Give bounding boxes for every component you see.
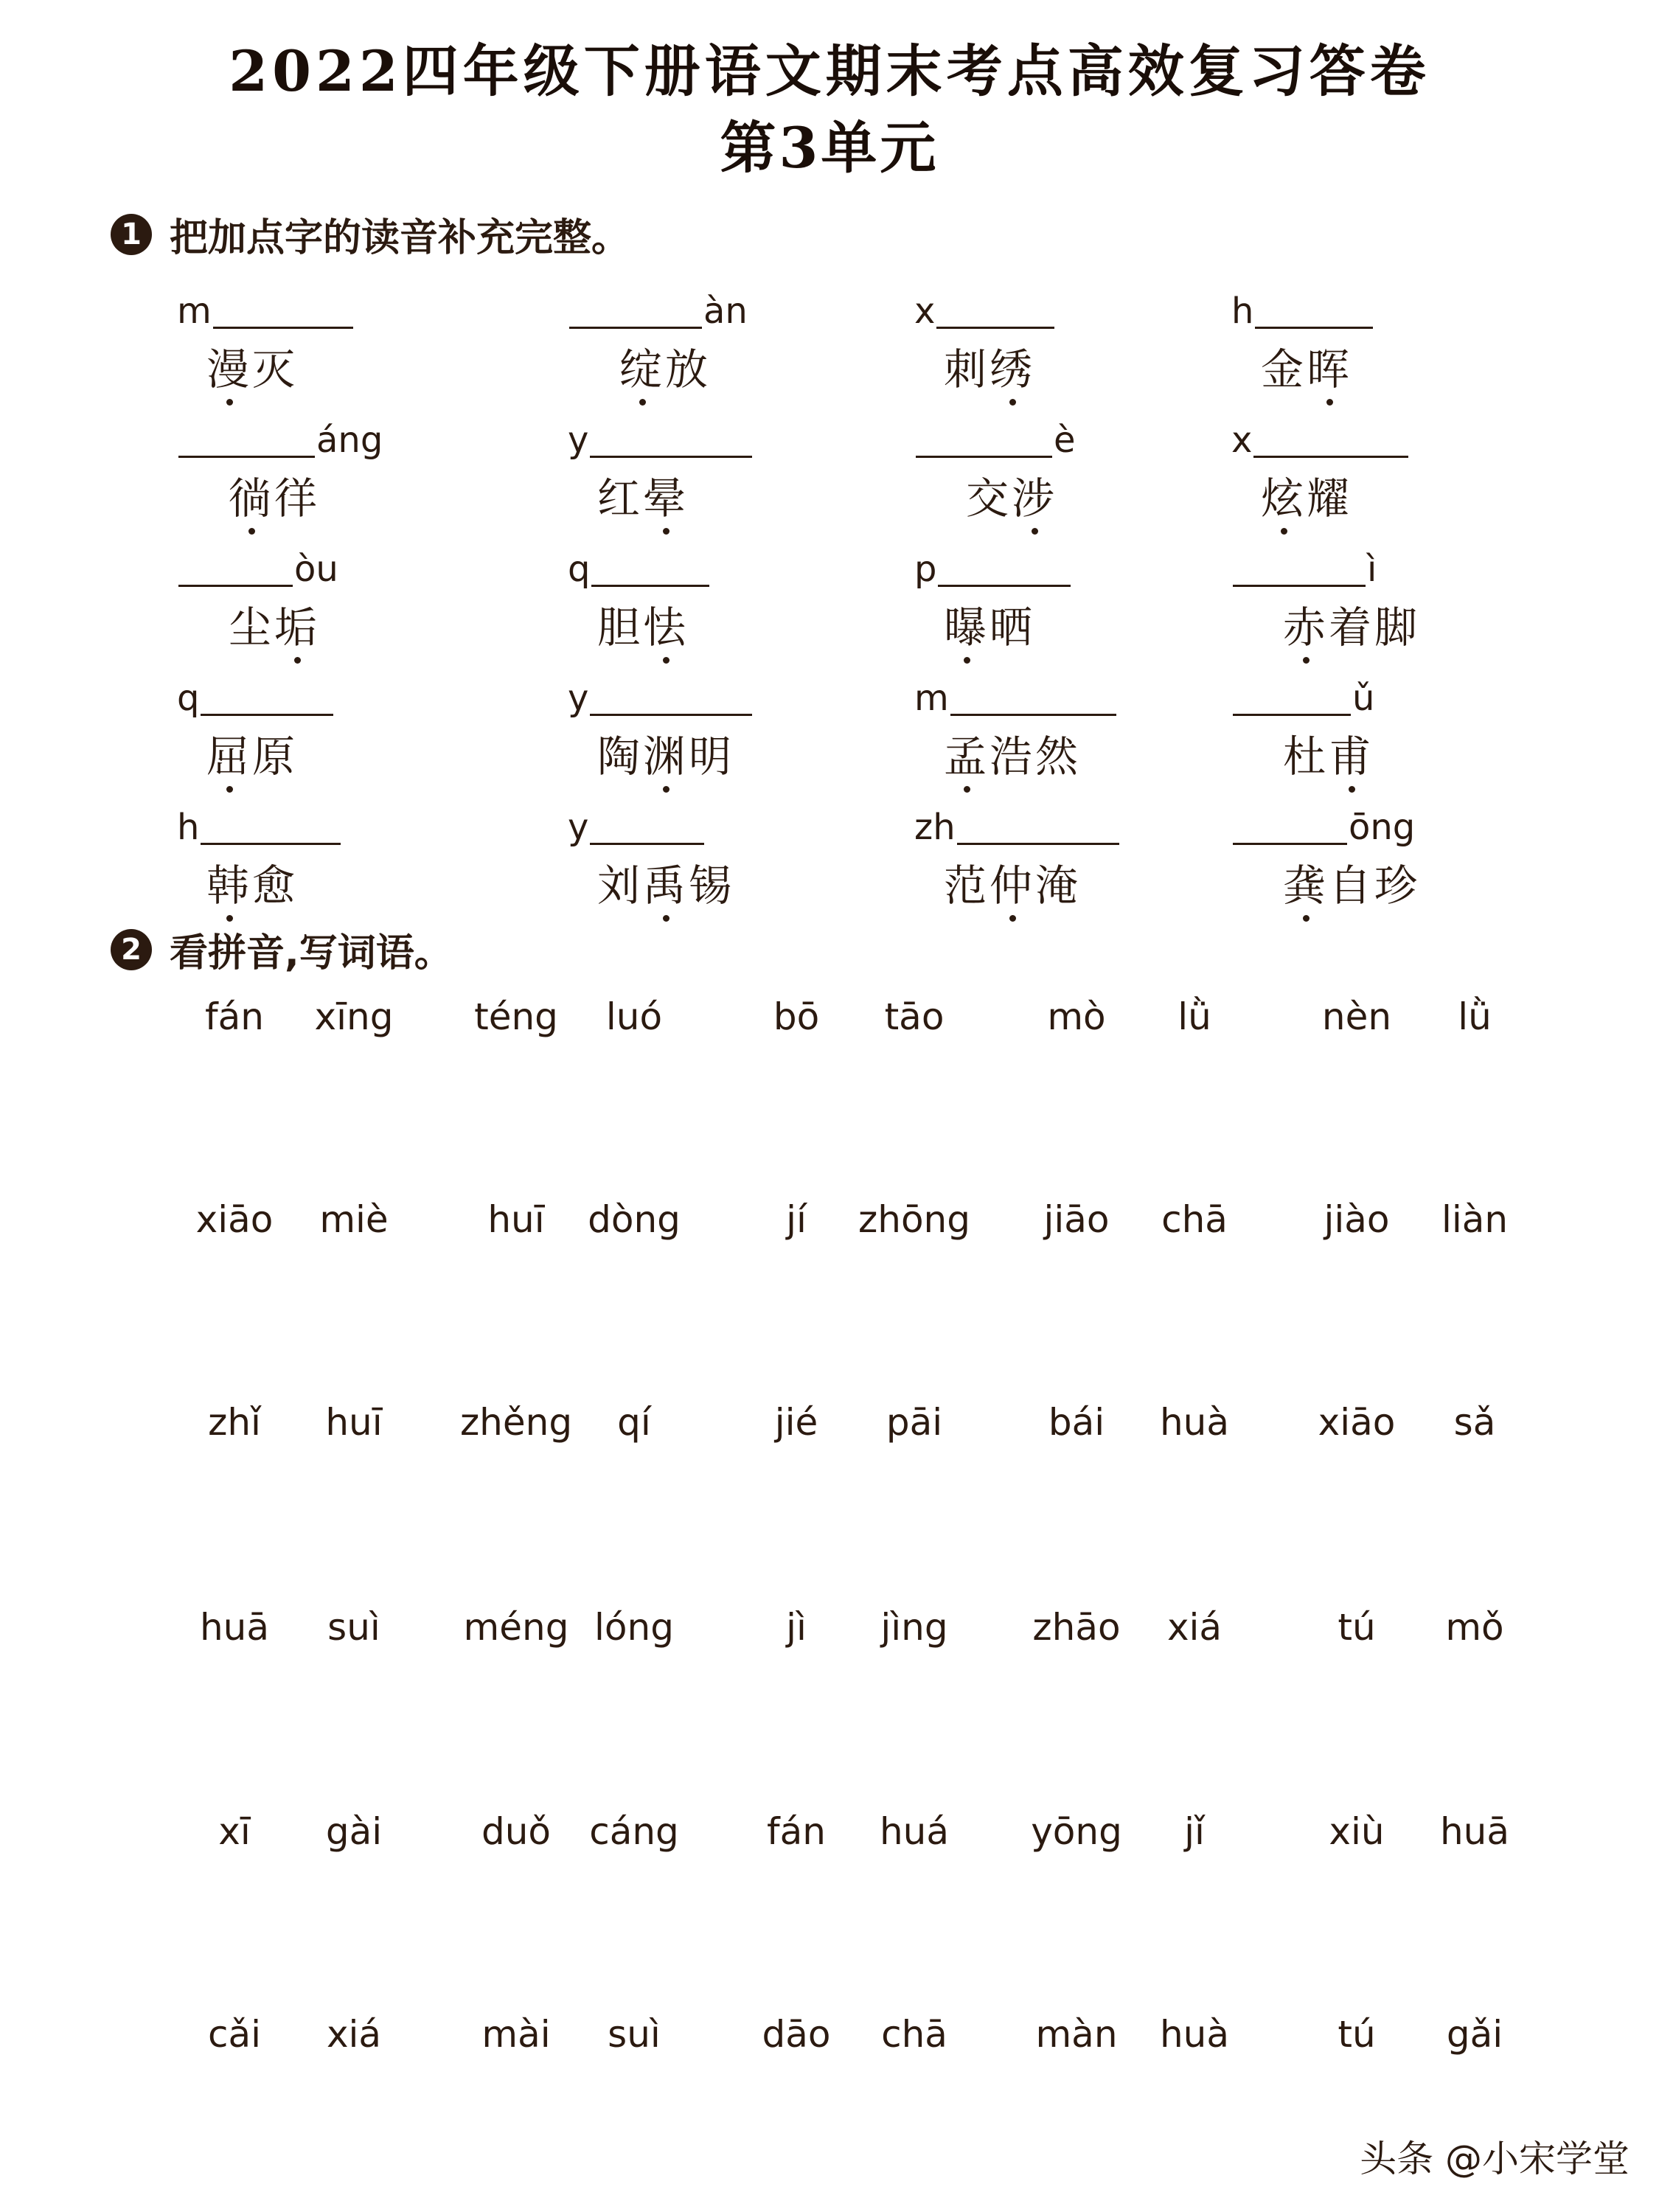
pinyin-prefix: x	[1231, 420, 1253, 461]
word	[1231, 851, 1420, 913]
pinyin-suffix: òu	[294, 549, 338, 590]
word	[914, 722, 1118, 784]
pinyin-prefix: h	[1231, 291, 1254, 332]
word	[568, 593, 711, 655]
dotted-character: 涉	[1012, 464, 1057, 526]
fill-pinyin-item	[177, 538, 338, 664]
character: 交	[966, 473, 1012, 524]
fill-pinyin-item	[1231, 667, 1374, 793]
pinyin-row	[0, 1198, 1659, 1257]
pinyin-suffix: ǔ	[1352, 678, 1375, 719]
character: 金	[1261, 344, 1307, 394]
pinyin-syllable: fán	[767, 1810, 826, 1853]
pinyin-syllable: lóng	[594, 1606, 674, 1649]
pinyin-line	[568, 538, 711, 590]
fill-pinyin-item	[1231, 538, 1420, 664]
pinyin-syllable: chā	[881, 2013, 947, 2056]
pinyin-syllable: jié	[774, 1401, 818, 1444]
pinyin-syllable: huā	[1439, 1810, 1510, 1853]
dotted-character: 怯	[643, 593, 689, 655]
fill-pinyin-item	[568, 796, 734, 922]
answer-blank[interactable]	[591, 555, 709, 587]
fill-pinyin-item	[177, 280, 355, 406]
character: 范	[944, 860, 990, 911]
pinyin-line	[568, 409, 754, 461]
dotted-character: 渊	[643, 722, 689, 784]
pinyin-syllable: tāo	[884, 995, 945, 1038]
pinyin-row	[0, 1810, 1659, 1869]
pinyin-syllable: jìng	[880, 1606, 948, 1649]
pinyin-line	[1231, 409, 1410, 461]
section2-heading-text: 看拼音,写词语。	[170, 931, 453, 975]
answer-blank[interactable]	[957, 813, 1119, 845]
pinyin-syllable: duǒ	[481, 1810, 552, 1853]
character: 徉	[274, 473, 321, 524]
pinyin-syllable: bái	[1048, 1401, 1105, 1444]
fill-pinyin-item	[1231, 796, 1420, 922]
character: 脚	[1374, 602, 1421, 653]
pinyin-syllable: mǒ	[1445, 1606, 1504, 1649]
fill-pinyin-item	[177, 409, 383, 535]
word	[914, 593, 1072, 655]
pinyin-row	[0, 2013, 1659, 2072]
pinyin-suffix: è	[1054, 420, 1076, 461]
answer-blank[interactable]	[201, 813, 341, 845]
word	[177, 593, 338, 655]
dotted-character: 屈	[206, 722, 252, 784]
character: 明	[689, 731, 735, 782]
pinyin-syllable: dòng	[588, 1198, 681, 1241]
section1-heading	[111, 206, 630, 262]
fill-pinyin-item	[1231, 280, 1374, 406]
pinyin-syllable: tú	[1338, 2013, 1376, 2056]
answer-blank[interactable]	[201, 684, 333, 716]
fill-pinyin-item	[914, 667, 1118, 793]
pinyin-syllable: méng	[463, 1606, 569, 1649]
pinyin-prefix: y	[568, 678, 589, 719]
pinyin-line	[1231, 667, 1374, 719]
pinyin-line	[914, 796, 1121, 848]
pinyin-syllable: huà	[1159, 1401, 1230, 1444]
pinyin-suffix: àn	[703, 291, 748, 332]
word	[177, 722, 335, 784]
pinyin-syllable: huī	[325, 1401, 383, 1444]
pinyin-prefix: q	[177, 678, 200, 719]
pinyin-syllable: yōng	[1031, 1810, 1122, 1853]
fill-pinyin-item	[177, 667, 335, 793]
pinyin-syllable: xiāo	[195, 1198, 274, 1241]
page-title: 2022四年级下册语文期末考点高效复习答卷	[229, 38, 1430, 104]
dotted-character: 龚	[1283, 851, 1329, 913]
character: 然	[1035, 731, 1082, 782]
word	[177, 851, 342, 913]
pinyin-line	[914, 280, 1056, 332]
word	[177, 335, 355, 397]
answer-blank[interactable]	[938, 555, 1071, 587]
character: 原	[252, 731, 299, 782]
pinyin-line	[177, 667, 335, 719]
character: 晒	[990, 602, 1036, 653]
pinyin-line	[1231, 280, 1374, 332]
character: 自	[1329, 860, 1375, 911]
pinyin-syllable: zhōng	[858, 1198, 970, 1241]
word	[1231, 335, 1374, 397]
fill-pinyin-item	[914, 796, 1121, 922]
watermark: 头条 @小宋学堂	[1360, 2138, 1630, 2180]
fill-pinyin-item	[914, 409, 1076, 535]
answer-blank[interactable]	[1255, 297, 1373, 329]
pinyin-syllable: mò	[1047, 995, 1106, 1038]
pinyin-syllable: luó	[605, 995, 663, 1038]
pinyin-row	[0, 1401, 1659, 1460]
fill-pinyin-item	[914, 280, 1056, 406]
pinyin-syllable: huī	[487, 1198, 545, 1241]
pinyin-syllable: cǎi	[207, 2013, 262, 2056]
pinyin-syllable: bō	[773, 995, 820, 1038]
pinyin-line	[914, 409, 1076, 461]
pinyin-syllable: cáng	[589, 1810, 679, 1853]
pinyin-syllable: jǐ	[1184, 1810, 1205, 1853]
pinyin-syllable: xī	[218, 1810, 251, 1853]
character: 浩	[990, 731, 1036, 782]
answer-blank[interactable]	[950, 684, 1116, 716]
pinyin-syllable: jí	[786, 1198, 807, 1241]
pinyin-syllable: màn	[1035, 2013, 1118, 2056]
character: 灭	[252, 344, 299, 394]
answer-blank[interactable]	[590, 813, 704, 845]
character: 红	[597, 473, 644, 524]
pinyin-line	[177, 280, 355, 332]
pinyin-prefix: h	[177, 807, 200, 848]
word	[568, 722, 754, 784]
character: 耀	[1307, 473, 1353, 524]
answer-blank[interactable]	[1253, 426, 1408, 458]
dotted-character: 韩	[206, 851, 252, 913]
pinyin-prefix: q	[568, 549, 591, 590]
dotted-character: 绽	[619, 335, 665, 397]
fill-pinyin-item	[568, 538, 711, 664]
pinyin-syllable: xiù	[1329, 1810, 1385, 1853]
character: 珍	[1374, 860, 1421, 911]
pinyin-syllable: suì	[327, 1606, 380, 1649]
answer-blank[interactable]	[1233, 684, 1351, 716]
pinyin-syllable: lǜ	[1178, 995, 1211, 1038]
pinyin-line	[1231, 796, 1420, 848]
character: 锡	[689, 860, 735, 911]
pinyin-syllable: zhěng	[459, 1401, 573, 1444]
word	[568, 851, 734, 913]
pinyin-syllable: qí	[617, 1401, 651, 1444]
pinyin-prefix: m	[177, 291, 212, 332]
pinyin-prefix: y	[568, 807, 589, 848]
dotted-character: 徜	[229, 464, 274, 526]
character: 杜	[1283, 731, 1329, 782]
pinyin-syllable: huā	[199, 1606, 270, 1649]
word	[914, 464, 1076, 526]
page-subtitle: 第3单元	[720, 115, 939, 181]
answer-blank[interactable]	[178, 555, 293, 587]
pinyin-syllable: suì	[608, 2013, 661, 2056]
pinyin-suffix: ì	[1367, 549, 1377, 590]
pinyin-syllable: pāi	[886, 1401, 943, 1444]
pinyin-syllable: gài	[325, 1810, 383, 1853]
answer-blank[interactable]	[178, 426, 315, 458]
pinyin-syllable: zhǐ	[208, 1401, 261, 1444]
character: 淹	[1035, 860, 1082, 911]
fill-pinyin-item	[568, 409, 754, 535]
pinyin-syllable: jiào	[1324, 1198, 1390, 1241]
pinyin-prefix: y	[568, 420, 589, 461]
pinyin-syllable: gǎi	[1446, 2013, 1503, 2056]
pinyin-syllable: jì	[786, 1606, 807, 1649]
character: 尘	[229, 602, 275, 653]
word	[177, 464, 383, 526]
pinyin-syllable: liàn	[1441, 1198, 1509, 1241]
word	[914, 851, 1121, 913]
fill-pinyin-item	[914, 538, 1072, 664]
dotted-character: 晖	[1307, 335, 1352, 397]
dotted-character: 绣	[990, 335, 1035, 397]
answer-blank[interactable]	[1233, 555, 1366, 587]
pinyin-syllable: jiāo	[1043, 1198, 1110, 1241]
dotted-character: 禹	[643, 851, 689, 913]
character: 着	[1329, 602, 1375, 653]
pinyin-syllable: huà	[1159, 2013, 1230, 2056]
pinyin-syllable: mài	[481, 2013, 551, 2056]
pinyin-line	[177, 409, 383, 461]
dotted-character: 晕	[643, 464, 689, 526]
word	[1231, 593, 1420, 655]
character: 刘	[597, 860, 644, 911]
pinyin-syllable: xīng	[314, 995, 394, 1038]
pinyin-prefix: x	[914, 291, 936, 332]
pinyin-line	[568, 796, 734, 848]
section1-number-badge: 1	[111, 214, 152, 255]
character: 陶	[597, 731, 644, 782]
answer-blank[interactable]	[916, 426, 1052, 458]
pinyin-suffix: ōng	[1349, 807, 1416, 848]
pinyin-row	[0, 1606, 1659, 1665]
pinyin-syllable: dāo	[762, 2013, 831, 2056]
word	[568, 464, 754, 526]
fill-pinyin-item	[1231, 409, 1410, 535]
pinyin-line	[568, 667, 754, 719]
character: 放	[665, 344, 712, 394]
pinyin-line	[1231, 538, 1420, 590]
dotted-character: 垢	[274, 593, 320, 655]
section1-heading-text: 把加点字的读音补充完整。	[170, 216, 630, 260]
fill-pinyin-item	[568, 667, 754, 793]
word	[1231, 722, 1374, 784]
character: 胆	[597, 602, 644, 653]
pinyin-line	[177, 796, 342, 848]
pinyin-line	[914, 538, 1072, 590]
pinyin-syllable: zhāo	[1032, 1606, 1121, 1649]
pinyin-syllable: tú	[1338, 1606, 1376, 1649]
pinyin-syllable: nèn	[1321, 995, 1392, 1038]
dotted-character: 仲	[990, 851, 1035, 913]
dotted-character: 曝	[944, 593, 990, 655]
pinyin-syllable: xiá	[1166, 1606, 1222, 1649]
pinyin-suffix: áng	[316, 420, 383, 461]
pinyin-line	[914, 667, 1118, 719]
pinyin-syllable: xiāo	[1318, 1401, 1396, 1444]
pinyin-syllable: sǎ	[1453, 1401, 1496, 1444]
pinyin-syllable: huá	[879, 1810, 950, 1853]
dotted-character: 甫	[1329, 722, 1374, 784]
dotted-character: 漫	[206, 335, 252, 397]
pinyin-syllable: fán	[205, 995, 264, 1038]
pinyin-syllable: xiá	[326, 2013, 382, 2056]
dotted-character: 赤	[1283, 593, 1329, 655]
word	[568, 335, 748, 397]
fill-pinyin-item	[568, 280, 748, 406]
fill-pinyin-item	[177, 796, 342, 922]
dotted-character: 孟	[944, 722, 990, 784]
pinyin-row	[0, 995, 1659, 1054]
pinyin-syllable: téng	[474, 995, 558, 1038]
section2-heading	[111, 922, 453, 977]
pinyin-syllable: miè	[319, 1198, 389, 1241]
answer-blank[interactable]	[590, 426, 752, 458]
character: 愈	[252, 860, 299, 911]
pinyin-prefix: p	[914, 549, 937, 590]
dotted-character: 炫	[1261, 464, 1307, 526]
answer-blank[interactable]	[590, 684, 752, 716]
answer-blank[interactable]	[1233, 813, 1347, 845]
pinyin-syllable: lǜ	[1458, 995, 1492, 1038]
answer-blank[interactable]	[213, 297, 353, 329]
pinyin-line	[568, 280, 748, 332]
character: 刺	[944, 344, 990, 394]
pinyin-line	[177, 538, 338, 590]
answer-blank[interactable]	[936, 297, 1054, 329]
pinyin-prefix: zh	[914, 807, 956, 848]
answer-blank[interactable]	[569, 297, 702, 329]
word	[1231, 464, 1410, 526]
pinyin-prefix: m	[914, 678, 949, 719]
pinyin-syllable: chā	[1161, 1198, 1228, 1241]
section2-number-badge: 2	[111, 929, 152, 970]
word	[914, 335, 1056, 397]
